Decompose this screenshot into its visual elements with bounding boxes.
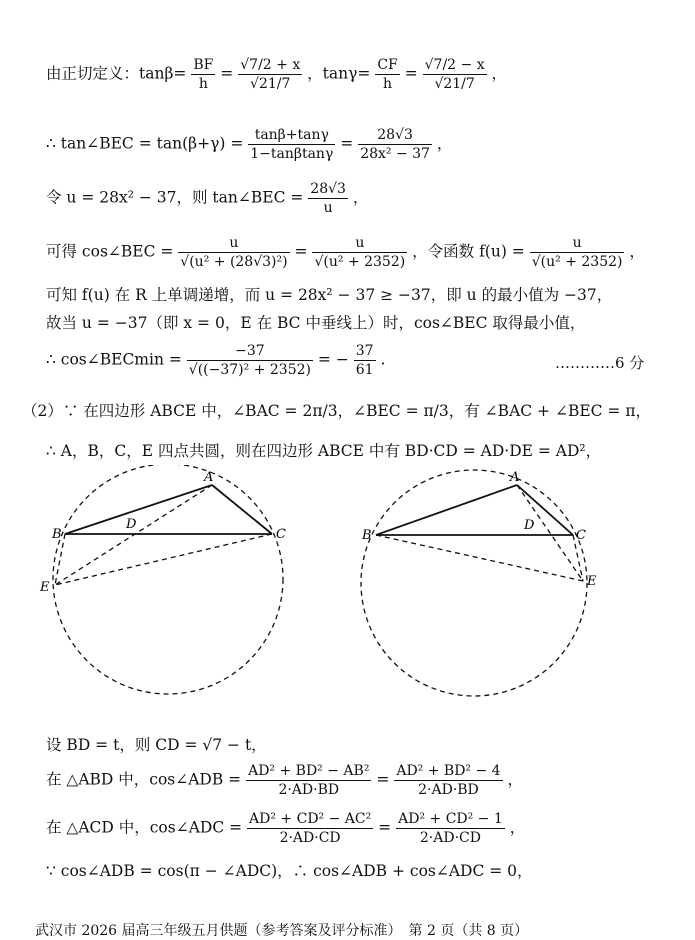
- fraction: [358, 128, 432, 161]
- label-b: B: [362, 528, 372, 543]
- num: tanβ+tanγ: [248, 128, 335, 145]
- num: u: [178, 236, 289, 253]
- den: √((−37)² + 2352): [188, 362, 311, 378]
- label-c: C: [276, 527, 286, 542]
- text: ，: [352, 188, 369, 207]
- monotonic-line: 可知 f(u) 在 R 上单调递增，而 u = 28x² − 37 ≥ −37，即 u 的最小值为 −37，: [46, 286, 613, 304]
- text: ，: [491, 64, 508, 83]
- text: =: [294, 242, 308, 261]
- fraction: [530, 236, 625, 269]
- text: 在 △ACD 中，cos∠ADC =: [46, 818, 248, 837]
- num: u: [312, 236, 407, 253]
- fraction-bf-h: [191, 58, 215, 91]
- num: √7/2 + x: [240, 57, 301, 73]
- den: 61: [355, 362, 374, 378]
- den: √(u² + (28√3)²): [180, 254, 288, 270]
- triangle-abd-line: [46, 764, 523, 797]
- den: 2·AD·BD: [278, 782, 340, 798]
- text: ，: [629, 242, 645, 261]
- concyclic-line: ∴ A，B，C，E 四点共圆，则在四边形 ABCE 中有 BD·CD = AD·DE = AD²，: [46, 442, 602, 460]
- text: =: [378, 818, 392, 837]
- text: =: [404, 64, 418, 83]
- triangle-acd-line: [46, 812, 525, 845]
- fraction: [394, 764, 502, 797]
- den: 2·AD·CD: [279, 830, 341, 846]
- num: 37: [355, 343, 374, 359]
- fraction: [248, 128, 335, 161]
- num: CF: [377, 57, 398, 73]
- den: h: [383, 76, 393, 92]
- text: ，tanγ=: [307, 64, 371, 83]
- text: 令 u = 28x² − 37，则 tan∠BEC =: [46, 188, 309, 207]
- den: √(u² + 2352): [314, 254, 406, 270]
- label-d: D: [126, 517, 137, 532]
- num: AD² + CD² − AC²: [249, 811, 372, 827]
- num: √7/2 − x: [424, 57, 485, 73]
- den: √21/7: [250, 76, 291, 92]
- substitution-line: [46, 182, 368, 215]
- num: u: [530, 236, 625, 253]
- text: =: [376, 770, 390, 789]
- text: 由正切定义：tanβ=: [46, 64, 187, 83]
- part-2-line: （2）∵ 在四边形 ABCE 中，∠BAC = 2π/3，∠BEC = π/3，有 ∠BAC + ∠BEC = π，: [22, 402, 652, 420]
- circumcircle: [361, 470, 587, 696]
- num: 28√3: [310, 181, 346, 197]
- geometry-figures: [0, 465, 695, 715]
- fraction: [308, 182, 348, 215]
- set-bd-line: 设 BD = t，则 CD = √7 − t，: [46, 736, 267, 754]
- den: 1−tanβtanγ: [250, 146, 334, 162]
- page-footer: 武汉市 2026 届高三年级五月供题（参考答案及评分标准） 第 2 页（共 8 页）: [35, 923, 529, 939]
- tangent-definition-line: [46, 58, 507, 91]
- num: −37: [187, 344, 313, 361]
- label-c: C: [576, 528, 586, 543]
- fraction: [354, 344, 376, 377]
- text: .: [380, 350, 386, 369]
- label-b: B: [52, 527, 62, 542]
- fraction-cf-value: [423, 58, 487, 91]
- fraction: [247, 812, 373, 845]
- text: = −: [317, 350, 349, 369]
- supplementary-line: ∵ cos∠ADB = cos(π − ∠ADC)，∴ cos∠ADB + cos∠ADC = 0，: [46, 862, 533, 880]
- num: AD² + CD² − 1: [398, 811, 503, 827]
- label-a: A: [510, 470, 520, 485]
- den: u: [323, 200, 333, 216]
- segment-ab: [376, 485, 517, 535]
- tan-bec-line: [46, 128, 452, 161]
- segment-ab: [65, 485, 212, 534]
- score-marker: …………6 分: [555, 354, 645, 372]
- segment-ae: [55, 485, 212, 585]
- num: BF: [193, 57, 214, 73]
- text: ∴ tan∠BEC = tan(β+γ) =: [46, 134, 249, 153]
- fraction: [312, 236, 407, 269]
- text: ，令函数 f(u) =: [412, 242, 530, 261]
- fraction-bf-value: [238, 58, 302, 91]
- label-e: E: [587, 574, 597, 589]
- segment-be: [376, 535, 583, 581]
- den: √(u² + 2352): [531, 254, 623, 270]
- text: =: [220, 64, 234, 83]
- fraction: [178, 236, 289, 269]
- fraction: [187, 344, 313, 377]
- den: 28x² − 37: [360, 146, 430, 162]
- text: ，: [436, 134, 453, 153]
- fraction: [246, 764, 371, 797]
- figure-left: [39, 465, 286, 694]
- den: h: [198, 76, 208, 92]
- den: √21/7: [434, 76, 475, 92]
- fraction: [396, 812, 505, 845]
- text: =: [340, 134, 354, 153]
- num: AD² + BD² − AB²: [248, 763, 370, 779]
- label-e: E: [40, 580, 50, 595]
- text: ，: [507, 770, 524, 789]
- num: AD² + BD² − 4: [396, 763, 501, 779]
- cos-min-line: [46, 344, 385, 377]
- fraction-cf-h: [375, 58, 399, 91]
- figure-right: [361, 470, 597, 696]
- text: 可得 cos∠BEC =: [46, 242, 179, 261]
- text: ∴ cos∠BECmin =: [46, 350, 187, 369]
- label-a: A: [204, 470, 214, 485]
- segment-ac: [212, 485, 272, 534]
- text: 在 △ABD 中，cos∠ADB =: [46, 770, 247, 789]
- minimum-condition-line: 故当 u = −37（即 x = 0，E 在 BC 中垂线上）时，cos∠BEC 取得最小值，: [46, 314, 586, 332]
- den: 2·AD·CD: [419, 830, 481, 846]
- segment-ce: [55, 534, 272, 585]
- text: ，: [509, 818, 526, 837]
- label-d: D: [524, 518, 535, 533]
- den: 2·AD·BD: [418, 782, 479, 798]
- cos-bec-line: [46, 236, 645, 269]
- num: 28√3: [358, 128, 432, 145]
